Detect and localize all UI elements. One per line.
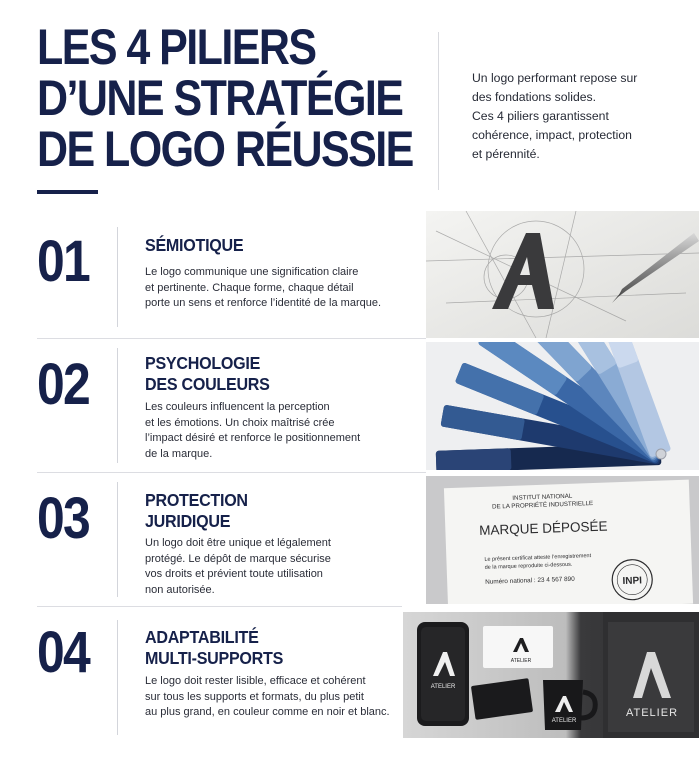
title-line-2: D’UNE STRATÉGIE	[37, 70, 403, 126]
pillar-title	[145, 235, 243, 256]
pillar-number: 02	[37, 352, 90, 417]
title-line-1: LES 4 PILIERS	[37, 19, 316, 75]
pillar-title	[145, 490, 248, 532]
intro-line-2: des fondations solides.	[472, 90, 596, 104]
pillar-adaptabilite	[0, 606, 699, 768]
pillar-description	[145, 265, 381, 312]
pillar-psychologie-couleurs	[0, 338, 699, 472]
phone-brand-label: ATELIER	[430, 684, 456, 690]
pillar-description-line: protégé. Le dépôt de marque sécurise	[145, 552, 331, 565]
pillar-vertical-divider	[117, 482, 118, 597]
title-underline	[37, 190, 98, 194]
page-title	[37, 19, 413, 177]
pillar-title-line: PSYCHOLOGIE	[145, 353, 261, 373]
pillar-description-line: porte un sens et renforce l’identité de la marque.	[145, 297, 382, 309]
pillar-semiotique	[0, 205, 699, 338]
mug-brand-label: ATELIER	[551, 718, 577, 724]
pillar-description-line: Les couleurs influencent la perception	[145, 401, 330, 413]
pillar-title-line: DES COULEURS	[145, 374, 270, 394]
pillar-description	[145, 536, 331, 598]
intro-line-5: et pérennité.	[472, 147, 540, 161]
pillar-vertical-divider	[117, 348, 118, 463]
pillar-description-line: vos droits et prévient toute utilisation	[145, 568, 323, 580]
certificate-body-line-2: de la marque reproduite ci-dessous.	[484, 561, 573, 571]
pillar-description-line: et les émotions. Un choix maîtrisé crée	[145, 416, 335, 429]
seal-label: INPI	[622, 575, 643, 588]
pillar-vertical-divider	[117, 620, 118, 735]
trademark-certificate-image	[426, 476, 699, 604]
pillar-number: 01	[37, 229, 90, 294]
pillar-title-line: PROTECTION	[145, 490, 248, 510]
pillar-title-line: SÉMIOTIQUE	[145, 235, 244, 255]
intro-text	[472, 69, 672, 164]
pillar-description-line: de la marque.	[145, 447, 213, 460]
card-brand-label: ATELIER	[510, 658, 532, 664]
pillar-description-line: sur tous les supports et formats, du plus petit	[145, 690, 364, 703]
pillar-description-line: non autorisée.	[145, 583, 215, 596]
certificate-number: Numéro national : 23 4 567 890	[485, 575, 575, 586]
brand-mockups-image	[403, 612, 699, 738]
certificate-heading: MARQUE DÉPOSÉE	[479, 518, 608, 539]
pillar-description	[145, 400, 360, 462]
pillar-title	[145, 353, 270, 395]
color-swatch-fan-image	[426, 342, 699, 470]
pillar-description-line: et pertinente. Chaque forme, chaque détail	[145, 281, 354, 294]
sketch-drawing-image	[426, 211, 699, 338]
pillar-description	[145, 674, 390, 721]
certificate-institute-line-2: DE LA PROPRIÉTÉ INDUSTRIELLE	[491, 500, 594, 511]
pillar-description-line: au plus grand, en couleur comme en noir et blanc.	[145, 706, 390, 718]
intro-line-3: Ces 4 piliers garantissent	[472, 109, 609, 123]
certificate-institute-line-1: INSTITUT NATIONAL	[512, 492, 573, 502]
intro-line-1: Un logo performant repose sur	[472, 71, 638, 85]
pillar-description-line: Le logo doit rester lisible, efficace et cohérent	[145, 675, 366, 687]
certificate-body-line-1: Le présent certificat atteste l’enregistrement	[484, 553, 592, 563]
pillar-vertical-divider	[117, 227, 118, 327]
title-line-3: DE LOGO RÉUSSIE	[37, 121, 413, 177]
header	[0, 0, 699, 205]
pillar-title-line: MULTI-SUPPORTS	[145, 648, 284, 668]
pillar-description-line: Le logo communique une signification claire	[145, 266, 359, 278]
pillar-protection-juridique	[0, 472, 699, 606]
sign-brand-label: ATELIER	[625, 707, 679, 719]
pillar-title-line: ADAPTABILITÉ	[145, 627, 259, 647]
header-divider	[438, 32, 439, 190]
pillar-number: 03	[37, 486, 90, 551]
pillar-description-line: l’impact désiré et renforce le positionnement	[145, 432, 361, 444]
pillar-title-line: JURIDIQUE	[145, 511, 231, 531]
intro-line-4: cohérence, impact, protection	[472, 128, 632, 142]
pillar-title	[145, 627, 283, 669]
pillar-number: 04	[37, 620, 90, 685]
pillar-description-line: Un logo doit être unique et légalement	[145, 537, 331, 549]
